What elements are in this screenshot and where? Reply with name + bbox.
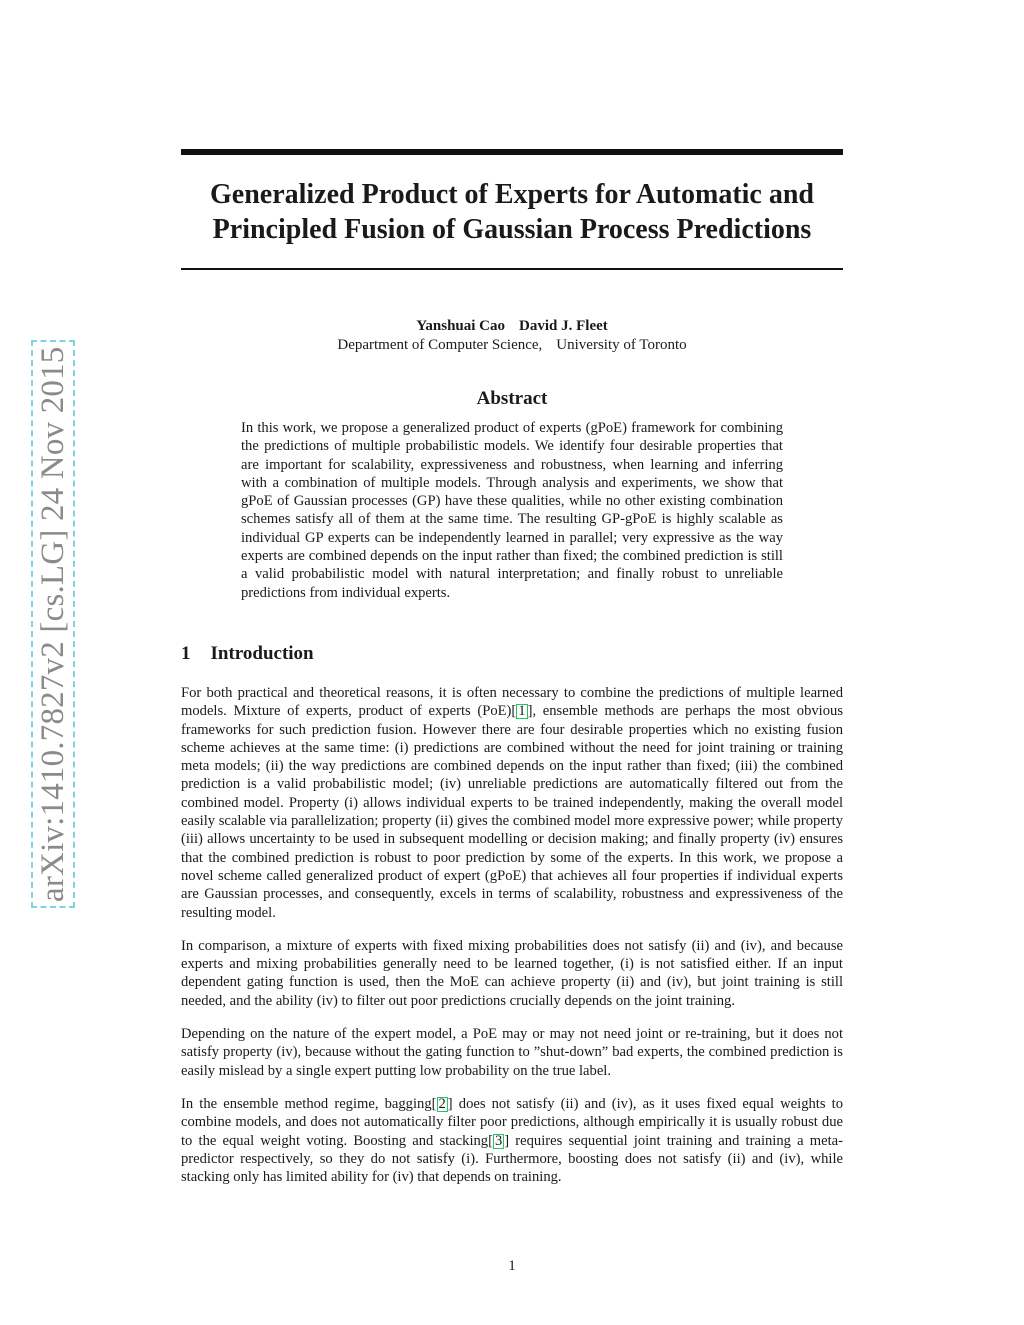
author-names [181,317,843,336]
citation-link[interactable]: 3 [494,1132,503,1149]
abstract-text: In this work, we propose a generalized product of experts (gPoE) framework for combining the predictions of multiple probabilistic models. We identify four desirable properties that are important for scalability, expressiveness and robustness, when learning and inferring with a combination of multiple models. Through analysis and experiments, we show that gPoE of Gaussian processes (GP) have these qualities, while no other existing combination schemes satisfy all of them at the same time. The resulting GP-gPoE is highly scalable as individual GP experts can be independently learned in parallel; very expressive as the way experts are combined depends on the input rather than fixed; the combined prediction is still a valid probabilistic model with natural interpretation; and finally robust to unreliable predictions from individual experts. [241,420,783,601]
section-heading-introduction [181,642,314,666]
paragraph [181,684,843,922]
affiliation-department: Department of Computer Science, [337,337,543,353]
section-title: Introduction [210,643,314,664]
paper-title: Generalized Product of Experts for Automatic and Principled Fusion of Gaussian Process Predictions [209,179,814,245]
section-number: 1 [181,643,191,664]
abstract-heading: Abstract [476,388,548,409]
author-block [181,317,843,355]
arxiv-identifier-stamp[interactable]: arXiv:1410.7827v2 [cs.LG] 24 Nov 2015 [31,341,75,909]
citation-link[interactable]: 2 [438,1095,446,1112]
citation-link[interactable]: 1 [518,703,526,720]
affiliation-university: University of Toronto [556,337,687,353]
paragraph-text: In the ensemble method regime, bagging[ [181,1095,437,1112]
paragraph-text: ], ensemble methods are perhaps the most obvious frameworks for such prediction fusion. However there are four desirable properties which no existing fusion scheme achieves at the same time: (i) predictions are combined without the need for joint training or training meta models; (ii) the way predictions are combined depends on the input rather than fixed; (iii) the combined prediction is a valid probabilistic model; (iv) unreliable predictions are automatically filtered out from the combined model. Property (i) allows individual experts to be trained independently, making the overall model easily scalable via parallelization; property (ii) gives the combined model more expressive power; while property (iii) allows uncertainty to be used in subsequent modelling or decision making; and finally property (iv) ensures that the combined prediction is robust to poor prediction by some of the experts. In this work, we propose a novel scheme called generalized product of expert (gPoE) that achieves all four properties if individual experts are Gaussian processes, and consequently, excels in terms of scalability, robustness and expressiveness of the resulting model. [181,703,843,921]
title-top-rule [181,149,843,155]
author-name: Yanshuai Cao [416,318,506,334]
paragraph-text: For both practical and theoretical reasons, it is often necessary to combine the predictions of multiple learned models. Mixture of experts, product of experts (PoE)[ [181,685,843,720]
introduction-body [181,684,843,1201]
author-name: David J. Fleet [519,318,608,334]
paragraph [181,1095,843,1186]
paragraph-text: ] requires sequential joint training and training a meta-predictor respectively, so they do not satisfy (i). Furthermore, boosting does not satisfy (ii) and (iv), while stacking only has limited ability for (iv) that depends on training. [181,1132,843,1186]
paragraph-text: ] does not satisfy (ii) and (iv), as it uses fixed equal weights to combine models, and does not automatically filter poor predictions, although empirically it is usually robust due to the equal weight voting. Boosting and stacking[ [181,1095,844,1149]
author-affiliation [181,336,843,355]
paragraph: In comparison, a mixture of experts with fixed mixing probabilities does not satisfy (ii) and (iv), and because experts and mixing probabilities generally need to be learned together, (i) is not satisfied either. If an input dependent gating function is used, then the MoE can achieve property (ii) and (iv), but joint training is still needed, and the ability (iv) to filter out poor predictions crucially depends on the joint training. [181,937,843,1009]
title-bottom-rule [181,268,843,270]
paragraph: Depending on the nature of the expert model, a PoE may or may not need joint or re-training, but it does not satisfy property (iv), because without the gating function to ”shut-down” bad experts, the combined prediction is easily mislead by a single expert putting low probability on the true label. [181,1026,843,1079]
page-number: 1 [508,1258,516,1274]
